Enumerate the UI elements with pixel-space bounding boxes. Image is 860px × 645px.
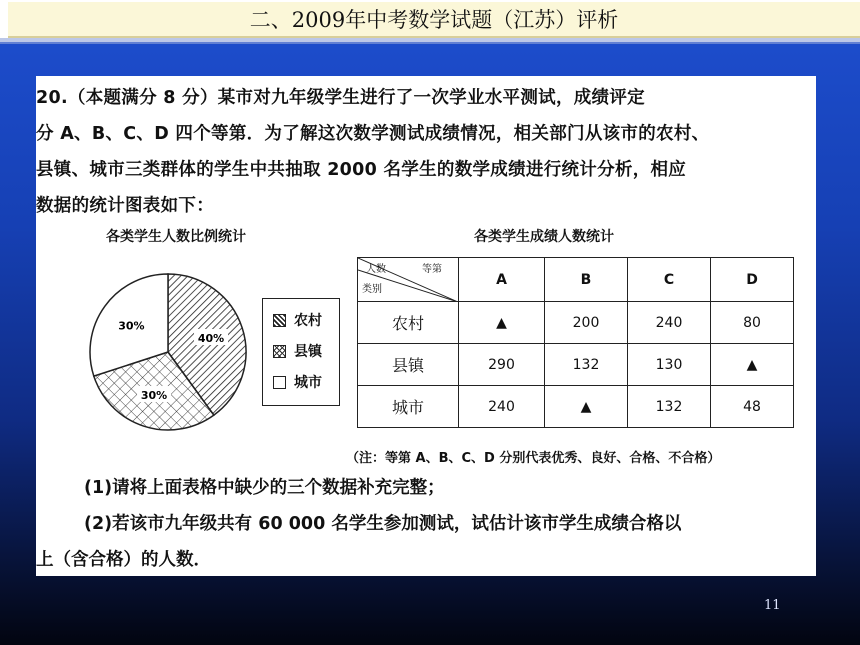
hatch-swatch-icon: [273, 314, 286, 327]
legend-label: 农村: [294, 313, 322, 329]
question-1: (1)请将上面表格中缺少的三个数据补充完整；: [84, 478, 445, 498]
table-cell: 240: [628, 302, 711, 344]
pie-slice-label: 40%: [197, 332, 225, 346]
table-cell: 80: [711, 302, 794, 344]
corner-label: 类别: [362, 284, 382, 295]
grade-note: （注：等第 A、B、C、D 分别代表优秀、良好、合格、不合格）: [346, 451, 721, 466]
crosshatch-swatch-icon: [273, 345, 286, 358]
slide-title: 二、2009年中考数学试题（江苏）评析: [249, 8, 619, 32]
stats-table: [357, 257, 794, 428]
table-cell: ▲: [545, 386, 628, 428]
table-cell: 240: [459, 386, 545, 428]
problem-line: 20.（本题满分 8 分）某市对九年级学生进行了一次学业水平测试，成绩评定: [36, 88, 645, 108]
table-cell: 130: [628, 344, 711, 386]
table-cell: 48: [711, 386, 794, 428]
problem-statement: [36, 80, 816, 224]
corner-label: 等第: [422, 264, 442, 275]
blank-swatch-icon: [273, 376, 286, 389]
legend-item: [273, 372, 322, 392]
table-header-row: [358, 258, 794, 302]
table-row: [358, 386, 794, 428]
table-title: 各类学生成绩人数统计: [474, 229, 614, 245]
problem-line: 分 A、B、C、D 四个等第．为了解这次数学测试成绩情况，相关部门从该市的农村、: [36, 124, 710, 144]
legend-item: [273, 341, 322, 361]
legend-item: [273, 310, 322, 330]
table-row: [358, 302, 794, 344]
question-2-continued: 上（含合格）的人数．: [36, 550, 211, 570]
column-header: A: [459, 258, 545, 302]
column-header: D: [711, 258, 794, 302]
pie-legend: [262, 298, 340, 406]
table-row: [358, 344, 794, 386]
table-cell: ▲: [711, 344, 794, 386]
table-cell: ▲: [459, 302, 545, 344]
table-cell: 132: [628, 386, 711, 428]
pie-chart: [86, 264, 256, 444]
title-divider: [0, 38, 860, 44]
table-cell: 132: [545, 344, 628, 386]
problem-line: 数据的统计图表如下：: [36, 196, 214, 216]
question-2: (2)若该市九年级共有 60 000 名学生参加测试，试估计该市学生成绩合格以: [84, 514, 682, 534]
pie-slice-label: 30%: [118, 319, 145, 333]
column-header: C: [628, 258, 711, 302]
row-label: 县镇: [358, 344, 459, 386]
problem-line: 县镇、城市三类群体的学生中共抽取 2000 名学生的数学成绩进行统计分析，相应: [36, 160, 687, 180]
page-number: 11: [764, 598, 781, 613]
table-cell: 200: [545, 302, 628, 344]
pie-chart-title: 各类学生人数比例统计: [106, 229, 246, 245]
problem-card: [36, 76, 816, 576]
header-corner: [358, 258, 459, 302]
table-cell: 290: [459, 344, 545, 386]
legend-label: 县镇: [294, 344, 322, 360]
row-label: 农村: [358, 302, 459, 344]
slide-title-bar: [8, 2, 860, 38]
pie-slice-label: 30%: [140, 389, 168, 403]
row-label: 城市: [358, 386, 459, 428]
corner-label: 人数: [366, 264, 386, 275]
column-header: B: [545, 258, 628, 302]
legend-label: 城市: [294, 375, 322, 391]
